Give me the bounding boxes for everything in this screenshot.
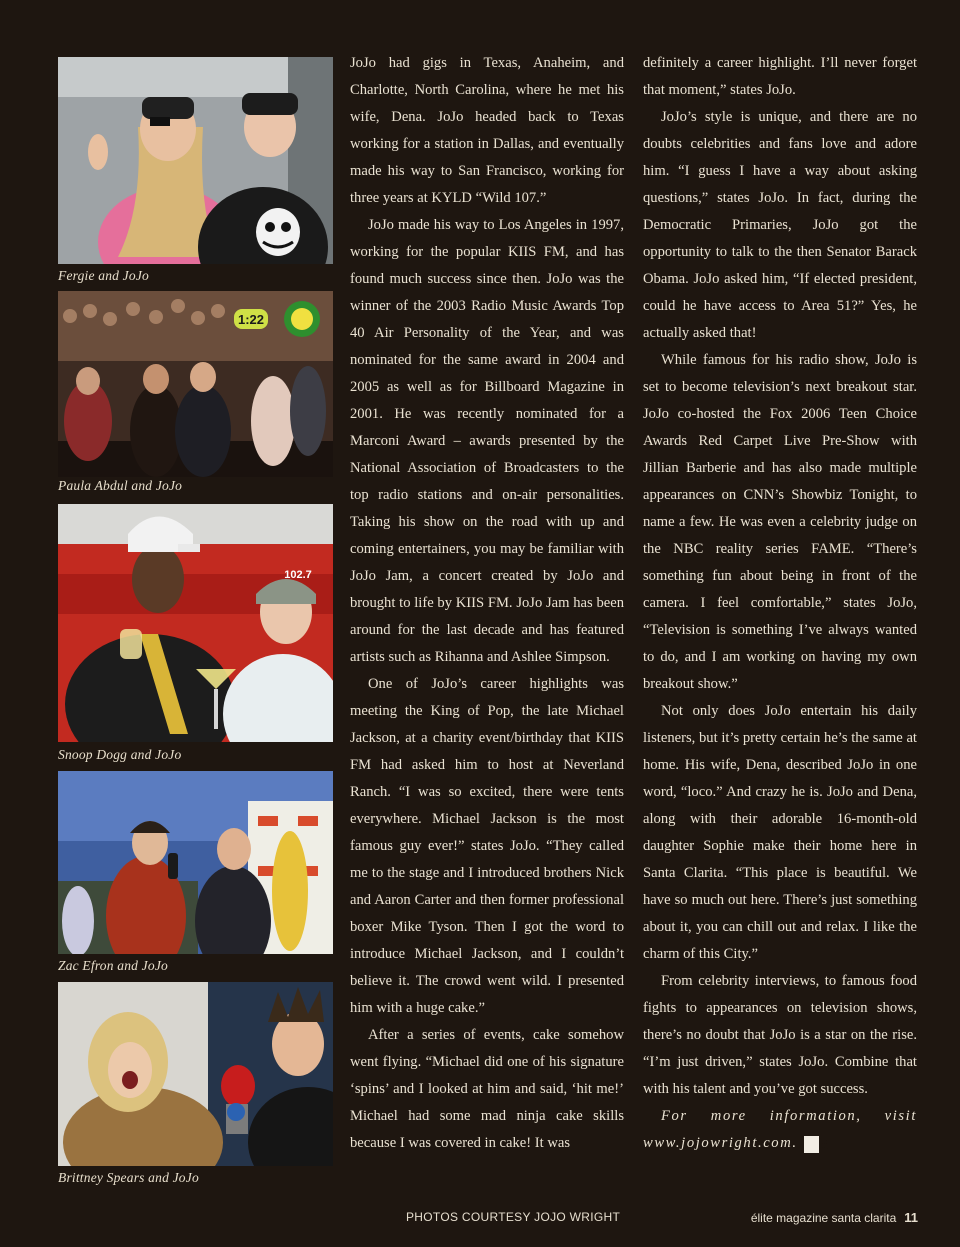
photo-caption: Brittney Spears and JoJo — [58, 1170, 199, 1185]
paragraph: JoJo made his way to Los Angeles in 1997, working for the popular KIIS FM, and has found much success since then. JoJo was the winner of the 2003 Radio Music Awards Top 40 Air Personality of the Year, and was nominated for the same award in 2004 and 2005 as well as for Billboard Magazine in 2001. He was recently nominated for a Marconi Award – awards presented by the National Association of Broadcasters to the top radio stations and on-air personalities. Taking his show on the road with up and coming entertainers, you may be familiar with JoJo Jam, a concert created by JoJo and brought to life by KIIS FM. JoJo Jam has been around for the last decade and has featured artists such as Rihanna and Ashlee Simpson. — [350, 217, 624, 665]
paragraph: Not only does JoJo entertain his daily listeners, but it’s pretty certain he’s the same at home. His wife, Dena, described JoJo in one word, “loco.” And crazy he is. JoJo and Dena, along with their adorable 16-month-old daughter Sophie make their home here in Santa Clarita. “This place is beautiful. We have so much out here. There’s just something about it, you can chill out and relax. I like the charm of this City.” — [643, 703, 917, 962]
station-sign-text: 102.7 — [284, 569, 312, 581]
photo-credits: PHOTOS COURTESY JOJO WRIGHT — [406, 1210, 621, 1224]
photo-caption: Zac Efron and JoJo — [58, 958, 168, 973]
paragraph: JoJo had gigs in Texas, Anaheim, and Charlotte, North Carolina, where he met his wife, Dena. JoJo headed back to Texas working for a station in Dallas, and eventually made his way to San Francisco, working for three years at KYLD “Wild 107.” — [350, 55, 624, 206]
more-info-paragraph — [643, 1103, 917, 1157]
article-column-1 — [350, 50, 624, 1157]
paragraph: JoJo’s style is unique, and there are no doubts celebrities and fans love and adore him. “I guess I have a way about asking questions,” states JoJo. In fact, during the Democratic Primaries, JoJo got the opportunity to talk to the then Senator Barack Obama. JoJo asked him, “If elected president, could he have access to Area 51?” Yes, he actually asked that! — [643, 109, 917, 341]
photo-zac-efron-and-jojo — [58, 771, 333, 954]
magazine-name: élite magazine santa clarita — [750, 1211, 897, 1225]
photo-caption: Snoop Dogg and JoJo — [58, 747, 182, 762]
paragraph: While famous for his radio show, JoJo is set to become television’s next breakout star. JoJo co-hosted the Fox 2006 Teen Choice Awards Red Carpet Live Pre-Show with Jillian Barberie and has also made multiple appearances on CNN’s Showbiz Tonight, to name a few. He was even a celebrity judge on the NBC reality series FAME. “There’s something fun about being in front of the camera. I feel comfortable,” states JoJo, “Television is something I’ve always wanted to do, and I am working on having my own breakout show.” — [643, 352, 917, 692]
article-column-2 — [643, 50, 917, 1157]
paragraph: After a series of events, cake somehow went flying. “Michael did one of his signature ‘spins’ and I looked at him and said, ‘hit me!’ Michael had some mad ninja cake skills because I was covered in cake! It was — [350, 1027, 624, 1151]
photo-snoop-dogg-and-jojo — [58, 504, 333, 742]
photo-paula-abdul-and-jojo — [58, 291, 333, 477]
paragraph: definitely a career highlight. I’ll never forget that moment,” states JoJo. — [643, 55, 917, 98]
paragraph: From celebrity interviews, to famous food fights to appearances on television shows, there’s no doubt that JoJo is a star on the rise. “I’m just driven,” states JoJo. Combine that with his talent and you’ve got success. — [643, 973, 917, 1097]
photo-caption: Fergie and JoJo — [58, 268, 149, 283]
photo-brittney-spears-and-jojo — [58, 982, 333, 1166]
more-info-text: For more information, visit www.jojowright.com. — [643, 1108, 917, 1151]
photo-caption: Paula Abdul and JoJo — [58, 478, 183, 493]
paragraph: One of JoJo’s career highlights was meeting the King of Pop, the late Michael Jackson, at a charity event/birthday that KIIS FM had asked him to host at Neverland Ranch. “I was so excited, there were tents everywhere. Michael Jackson is the most famous guy ever!” states JoJo. “They called me to the stage and I introduced brothers Nick and Aaron Carter and then former professional boxer Mike Tyson. Then I got the word to introduce Michael Jackson, and I couldn’t believe it. The crowd went wild. I presented him with a huge cake.” — [350, 676, 624, 1016]
page-number: 11 — [904, 1210, 918, 1225]
elite-logo-icon: é — [804, 1136, 819, 1153]
page-footer — [751, 1210, 918, 1225]
timer-overlay-text: 1:22 — [237, 312, 265, 327]
photo-fergie-and-jojo — [58, 57, 333, 264]
